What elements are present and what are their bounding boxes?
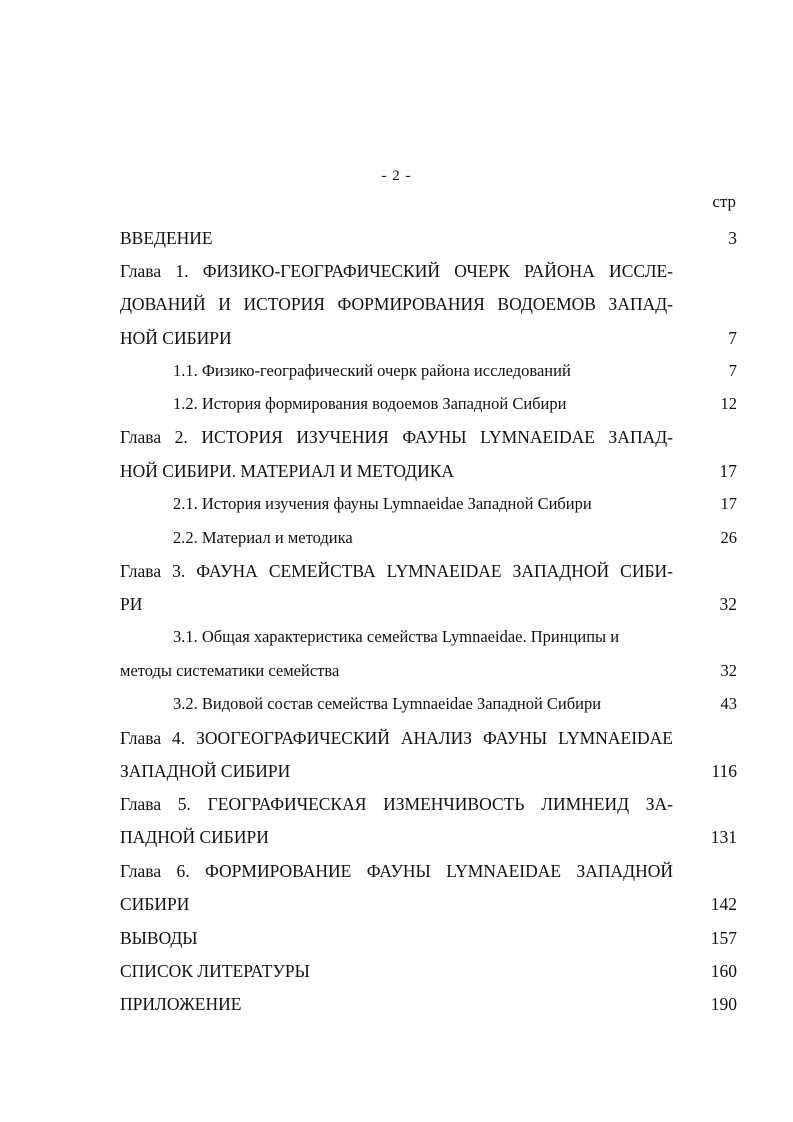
toc-entry-page: 3 [728, 228, 737, 248]
toc-entry-text: Глава 6. ФОРМИРОВАНИЕ ФАУНЫ LYMNAEIDAE ЗАПАДНОЙ [120, 861, 673, 881]
toc-entry-page: 190 [710, 994, 737, 1014]
toc-entry [120, 759, 737, 783]
toc-entry-text: Глава 2. ИСТОРИЯ ИЗУЧЕНИЯ ФАУНЫ LYMNAEIDAE ЗАПАД- [120, 427, 673, 447]
toc-entry [120, 992, 737, 1016]
toc-entry [120, 425, 737, 449]
toc-entry-page: 43 [720, 694, 737, 713]
toc-entry-text: 2.2. Материал и методика [173, 528, 353, 547]
toc-entry-text: ПАДНОЙ СИБИРИ [120, 827, 269, 847]
toc-entry [173, 692, 737, 716]
toc-entry [173, 625, 737, 649]
toc-entry [120, 726, 737, 750]
toc-entry [120, 659, 737, 683]
toc-entry-text: Глава 4. ЗООГЕОГРАФИЧЕСКИЙ АНАЛИЗ ФАУНЫ LYMNAEIDAE [120, 728, 673, 748]
toc-entry-page: 17 [719, 461, 737, 481]
toc-entry [120, 926, 737, 950]
toc-entry-text: СПИСОК ЛИТЕРАТУРЫ [120, 961, 310, 981]
toc-entry-page: 32 [719, 594, 737, 614]
toc-entry-text: 3.2. Видовой состав семейства Lymnaeidae Западной Сибири [173, 694, 602, 713]
toc-entry [120, 825, 737, 849]
toc-entry-text: ВВЕДЕНИЕ [120, 228, 213, 248]
toc-entry-text: Глава 3. ФАУНА СЕМЕЙСТВА LYMNAEIDAE ЗАПАДНОЙ СИБИ- [120, 561, 673, 581]
toc-entry [173, 392, 737, 416]
toc-entry-text: ВЫВОДЫ [120, 928, 198, 948]
toc-entry [120, 959, 737, 983]
toc-entry-page: 157 [710, 928, 737, 948]
toc-entry [120, 792, 737, 816]
toc-entry-text: СИБИРИ [120, 894, 190, 914]
toc-entry-text: Глава 5. ГЕОГРАФИЧЕСКАЯ ИЗМЕНЧИВОСТЬ ЛИМНЕИД ЗА- [120, 794, 673, 814]
toc-entry-page: 142 [710, 894, 737, 914]
toc-entry [120, 459, 737, 483]
toc-entry-text: ДОВАНИЙ И ИСТОРИЯ ФОРМИРОВАНИЯ ВОДОЕМОВ ЗАПАД- [120, 294, 673, 314]
toc-entry [173, 359, 737, 383]
toc-entry-page: 32 [720, 661, 737, 680]
toc-entry-text: ПРИЛОЖЕНИЕ [120, 994, 242, 1014]
toc-entry-text: 2.1. История изучения фауны Lymnaeidae Западной Сибири [173, 494, 592, 513]
toc-entry [120, 892, 737, 916]
toc-entry [173, 492, 737, 516]
toc-entry-page: 12 [720, 394, 737, 413]
page-number: - 2 - [381, 168, 412, 184]
page-column-label: стр [712, 192, 736, 211]
toc-entry-page: 116 [711, 761, 737, 781]
toc-entry [120, 326, 737, 350]
toc-entry-text: 1.1. Физико-географический очерк района исследований [173, 361, 571, 380]
toc-entry-text: 3.1. Общая характеристика семейства Lymnaeidae. Принципы и [173, 627, 620, 646]
toc-entry-page: 160 [710, 961, 737, 981]
toc-entry-page: 7 [728, 361, 737, 380]
toc-entry [120, 226, 737, 250]
toc-entry-text: РИ [120, 594, 143, 614]
toc-entry-text: НОЙ СИБИРИ [120, 328, 232, 348]
toc-entry-text: Глава 1. ФИЗИКО-ГЕОГРАФИЧЕСКИЙ ОЧЕРК РАЙОНА ИССЛЕ- [120, 261, 673, 281]
toc-entry-text: НОЙ СИБИРИ. МАТЕРИАЛ И МЕТОДИКА [120, 461, 455, 481]
toc-entry-page: 7 [728, 328, 737, 348]
toc-entry [120, 559, 737, 583]
toc-entry [120, 859, 737, 883]
toc-entry [120, 292, 737, 316]
toc-entry [120, 259, 737, 283]
toc-entry [173, 526, 737, 550]
toc-entry [120, 592, 737, 616]
toc-entry-page: 26 [720, 528, 737, 547]
toc-entry-page: 131 [710, 827, 737, 847]
toc-entry-page: 17 [720, 494, 737, 513]
toc-entry-text: 1.2. История формирования водоемов Западной Сибири [173, 394, 567, 413]
toc-entry-text: методы систематики семейства [120, 661, 340, 680]
toc-entry-text: ЗАПАДНОЙ СИБИРИ [120, 761, 291, 781]
